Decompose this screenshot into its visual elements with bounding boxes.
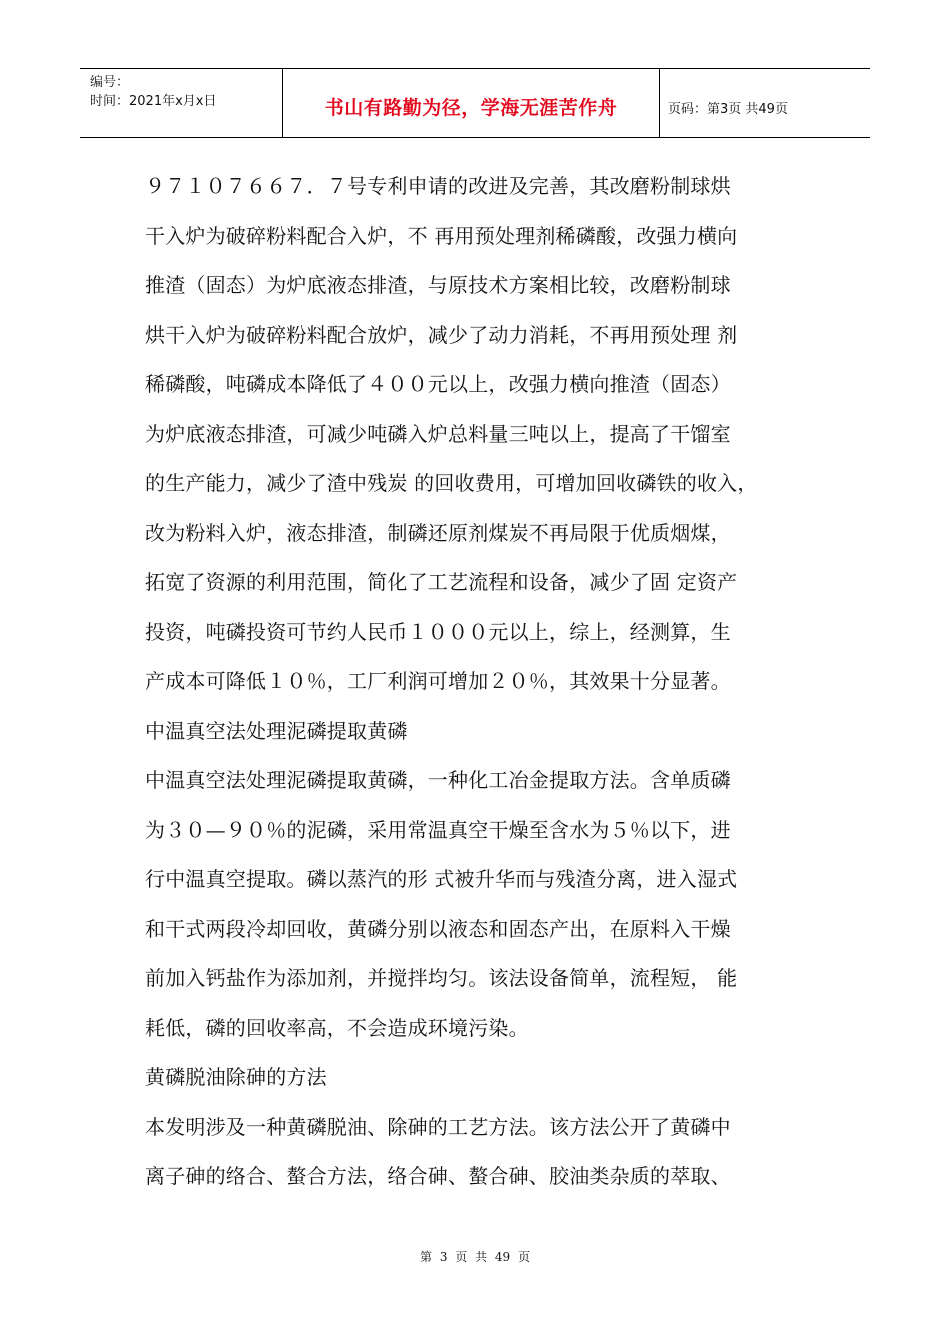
document-body: [145, 162, 825, 1202]
body-line: 产成本可降低１０％，工厂利润可增加２０％，其效果十分显著。: [145, 669, 731, 693]
body-line: 和干式两段冷却回收，黄磷分别以液态和固态产出，在原料入干燥: [145, 916, 731, 941]
serial-number-label: 编号：: [90, 75, 130, 90]
body-line: 本发明涉及一种黄磷脱油、除砷的工艺方法。该方法公开了黄磷中: [145, 1114, 731, 1139]
body-line: 为３０—９０％的泥磷，采用常温真空干燥至含水为５％以下，进: [145, 817, 731, 842]
body-line: 改为粉料入炉，液态排渣，制磷还原剂煤炭不再局限于优质烟煤，: [145, 520, 731, 545]
section-heading: 黄磷脱油除砷的方法: [145, 1065, 327, 1089]
body-line: 离子砷的络合、螯合方法，络合砷、螯合砷、胶油类杂质的萃取、: [145, 1164, 731, 1188]
header-motto-cell: [283, 69, 660, 137]
body-line: 干入炉为破碎粉料配合入炉，不 再用预处理剂稀磷酸，改强力横向: [145, 223, 738, 248]
header-page-info: 页码：第3页 共49页: [668, 101, 788, 117]
body-line: 行中温真空提取。磷以蒸汽的形 式被升华而与残渣分离，进入湿式: [145, 867, 738, 891]
header-motto: 书山有路勤为径，学海无涯苦作舟: [324, 96, 618, 119]
header-page-cell: [660, 69, 870, 137]
header-meta-cell: [80, 69, 283, 137]
body-line: 稀磷酸，吨磷成本降低了４００元以上，改强力横向推渣（固态）: [145, 372, 731, 396]
body-line: 前加入钙盐作为添加剂，并搅拌均匀。该法设备简单，流程短， 能: [145, 966, 738, 990]
page-footer: 第 3 页 共 49 页: [420, 1250, 530, 1264]
body-line: 中温真空法处理泥磷提取黄磷，一种化工冶金提取方法。含单质磷: [145, 768, 731, 792]
body-line: 为炉底液态排渣，可减少吨磷入炉总料量三吨以上，提高了干馏室: [145, 421, 731, 446]
body-line: ９７１０７６６７．７号专利申请的改进及完善，其改磨粉制球烘: [145, 174, 731, 198]
document-header: [80, 68, 870, 138]
section-heading: 中温真空法处理泥磷提取黄磷: [145, 718, 408, 743]
body-line: 的生产能力，减少了渣中残炭 的回收费用，可增加回收磷铁的收入，: [145, 471, 758, 495]
body-line: 耗低，磷的回收率高，不会造成环境污染。: [145, 1015, 529, 1040]
body-line: 烘干入炉为破碎粉料配合放炉，减少了动力消耗，不再用预处理 剂: [145, 322, 738, 347]
body-line: 拓宽了资源的利用范围，简化了工艺流程和设备，减少了固 定资产: [145, 570, 738, 594]
body-line: 推渣（固态）为炉底液态排渣，与原技术方案相比较，改磨粉制球: [145, 273, 731, 297]
body-line: 投资，吨磷投资可节约人民币１０００元以上，综上，经测算，生: [145, 619, 731, 644]
date-label: 时间：2021年x月x日: [90, 94, 217, 109]
